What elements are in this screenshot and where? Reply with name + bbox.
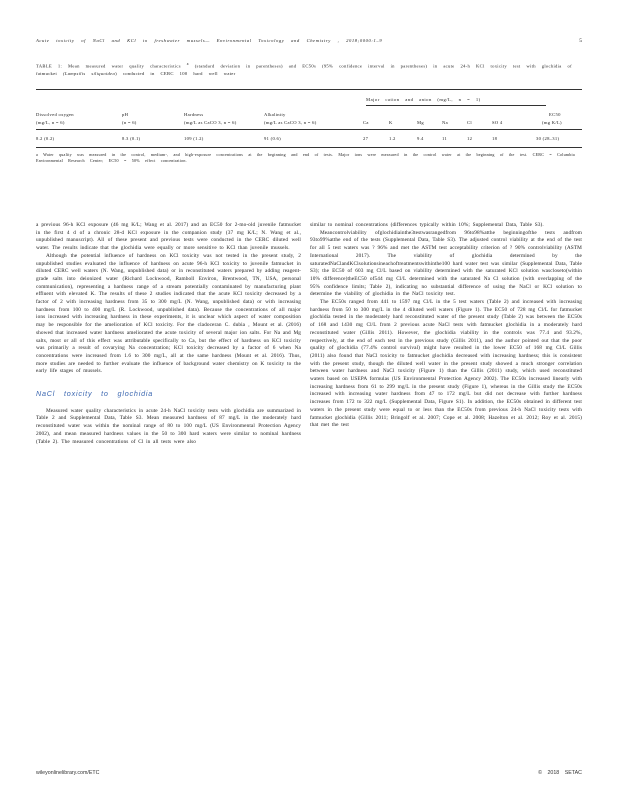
cell-ph: 8.3 (0.1) [122,136,141,141]
col-head-k: K [389,120,393,125]
table-caption [36,61,584,77]
caption-text-2: (standard deviation in parentheses) and EC50s (95% confidence interval in parentheses) in acute 24-h KCl toxicity test with glochidia of fatmucket [36,63,572,76]
col-unit-dissolved-oxygen: (mg/L, n = 6) [36,120,65,125]
left-column [36,222,301,446]
footer-copyright: © 2018 SETAC [538,770,582,776]
span-header-rule [366,105,546,106]
col-head-so4: SO 4 [492,120,503,125]
col-head-na: Na [442,120,448,125]
right-column [310,222,582,430]
table-header-rule [36,129,582,130]
right-paragraph-1: similar to nominal concentrations (differences typically within 10%; Supplemental Data, Table S3). [310,222,544,228]
left-paragraph-1: a previous 96-h KCl exposure (46 mg K/L; Wang et al. 2017) and an EC50 for 2-mo-old juvenile fatmucket in the first 4 d of a chronic 28-d KCl exposure in the companion study (37 mg K/L; N. Wang et al., unpublished manuscript). All of these present and previous tests were conducted in the CERC diluted well water. The results indicate that the glochidia were equally or more sensitive to KCl than juvenile mussels. [36,222,301,252]
footer-url[interactable]: wileyonlinelibrary.com/ETC [36,770,100,776]
table-label: TABLE 1: [36,63,63,69]
span-header: Major cation and anion (mg/L, n = 1) [366,97,481,102]
caption-superscript: a [186,62,189,66]
col-head-mg: Mg [417,120,424,125]
caption-text-1: Mean measured water quality characteristics [68,63,187,69]
table-top-rule [36,89,582,90]
cell-hardness: 109 (1.2) [184,136,204,141]
cell-alkalinity: 91 (0.6) [264,136,281,141]
col-head-cl: Cl [467,120,472,125]
col-unit-ph: (n = 6) [122,120,137,125]
cell-so4: 18 [492,136,498,141]
cell-k: 1.2 [389,136,396,141]
left-paragraph-3: Measured water quality characteristics in acute 24-h NaCl toxicity tests with glochidia are summarized in Table 2 and Supplemental Data, Table S3. Mean measured hardness of 87 mg/L in the moderately hard reconstituted water was within the nominal range of 80 to 100 mg/L (US Environmental Protection Agency 2002), and mean measured hardness values in the 50 to 300 hard waters were similar to nominal hardness (Table 2). The measured concentrations of Cl in all tests were also [36,407,301,445]
caption-species: (Lampsilis siliquoidea [63,70,116,76]
left-paragraph-2: Although the potential influence of hardness on KCl toxicity was not tested in the present study, 2 unpublished studies evaluated the influence of hardness on acute 96-h KCl toxicity to juvenile fatmucket in diluted CERC well waters (N. Wang, unpublished data) or in reconstituted waters prepared by adding reagent-grade salts into deionized water (Richard Lockwood, Ramboll Environ, Brentwood, TN, USA, personal communication), representing a hardness range of a stream potentially contaminated by manufacturing plant effluent with elevated K. The results of these 2 studies indicated that the acute KCl toxicity decreased by a factor of 2 with increasing hardness from 35 to 300 mg/L (N. Wang, unpublished data) or with increasing hardness from 100 to 400 mg/L (R. Lockwood, unpublished data). Because the concentrations of all major ions increased with increasing hardness in these experiments, it is unclear which aspect of water composition may be responsible for the amelioration of KCl toxicity. For the cladoceran C. dubia , Mount et al. (2016) showed that increased water hardness ameliorated the acute toxicity of several major ion salts. For Na and Mg salts, most or all of this effect was attributable specifically to Ca, but the effect of hardness on KCl toxicity was primarily a result of covarying Na concentration; KCl toxicity decreased by a factor of 6 when Na concentrations were increased from 1.6 to 300 mg/L, all at the same hardness (Mount et al. 2016). Thus, more studies are needed to further evaluate the influence of background water chemistry on K toxicity to the early life stages of mussels. [36,252,301,375]
cell-na: 11 [442,136,448,141]
col-head-alkalinity: Alkalinity [264,112,286,117]
section-heading: NaCl toxicity to glochidia [36,389,154,399]
col-head-hardness: Hardness [184,112,204,117]
col-unit-hardness: (mg/L as CaCO 3, n = 6) [184,120,237,125]
cell-cl: 12 [467,136,473,141]
page-number: 5 [579,38,582,44]
col-head-ca: Ca [363,120,369,125]
col-head-dissolved-oxygen: Dissolved oxygen [36,112,74,117]
cell-dissolved-oxygen: 8.2 (0.2) [36,136,55,141]
page-footer [36,770,582,776]
table-bottom-rule [36,147,582,148]
right-paragraph-2: Meancontrolviability ofglochidiainthe3testwasrangedfrom 96to98%atthe beginningofthe tests andfrom 93to99%atthe end of the tests (Supplemental Data, Table S3). The adjusted control viability at the end of the test for all 5 test waters was ? 96% and met the ASTM test acceptability criterion of ? 90% controlviability (ASTM International 2017). The viability of glochidia determined by the saturatedNaClandKClsolutionsineachoftreatmentswithinthe100 hard water test was similar (Supplemental Data, Table S3); the EC50 of 603 mg Cl/L based on viability determined with the saturated KCl solution wascloseto(within 10% difference)theEC50 of544 mg Cl/L determined with the saturated Na Cl solution (with overlapping of the 95% confidence limits; Table 2), indicating no substantial difference of using the NaCl or KCl solution to determine the viability of glochidia in the NaCl toxicity test. [310,229,582,298]
running-header-title: Acute toxicity of NaCl and KCl to freshwater mussels— Environmental Toxicology and Chemistry , 2018;0000:1–9 [36,38,383,43]
running-header [36,38,582,44]
caption-text-3: ) conducted in CERC 100 hard well water [115,70,236,76]
cell-mg: 9.4 [417,136,424,141]
col-unit-ec50: (mg K/L) [542,120,562,125]
col-unit-alkalinity: (mg/L as CaCO 3, n = 6) [264,120,317,125]
cell-ec50: 30 (28–31) [536,136,560,141]
cell-ca: 27 [363,136,369,141]
table-footnote: a Water quality was measured in the control, medium-, and high-exposure concentrations at the beginning and end of tests. Major ions were measured in the control water at the beginning of the test. CERC = Columbia Environmental Research Center; EC50 = 50% effect concentration. [36,152,575,163]
col-head-ph: pH [122,112,129,117]
right-paragraph-3: The EC50s ranged from 441 to 1597 mg Cl/L in the 5 test waters (Table 2) and increased with increasing hardness from 50 to 300 mg/L in the 4 diluted well waters (Figure 1). The EC50 of 728 mg Cl/L for fatmucket glochidia tested in the moderately hard reconstituted water of the present study (Table 2) was between the EC50s of 168 and 1430 mg Cl/L from 2 previous acute NaCl tests with fatmucket glochidia in a moderately hard reconstituted water (Gillis 2011). However, the glochidia viability in the controls was 77.4 and 93.2%, respectively, at the end of each test in the previous study (Gillis 2011), and the author pointed out that the poor quality of glochidia (77.4% control survival) might have resulted in the lower EC50 of 168 mg Cl/L Gillis (2011) also found that NaCl toxicity to fatmucket glochidia decreased with increasing hardness; this is consistent with the present study, though the diluted well water in the present study showed a much stronger correlation between water hardness and NaCl toxicity (Figure 1) than the Gillis (2011) study, which used reconstituted waters based on USEPA formulas (US Environmental Protection Agency 2002). The EC50s increased linearly with increasing hardness from 61 to 299 mg/L in the present study (Figure 1), whereas in the Gillis study the EC50s increased with increasing water hardness from 47 to 172 mg/L but did not decrease with further hardness increases from 172 to 322 mg/L (Supplemental Data, Figure S1). In addition, the EC50s obtained in different test waters in the present study were equal to or less than the EC50s from previous 24-h NaCl toxicity tests with fatmucket glochidia (Gillis 2011; Bringolf et al. 2007; Cope et al. 2008; Hazelton et al. 2012; Roy et al. 2015) that met the test [310,299,582,429]
col-head-ec50: EC50 [549,112,561,117]
